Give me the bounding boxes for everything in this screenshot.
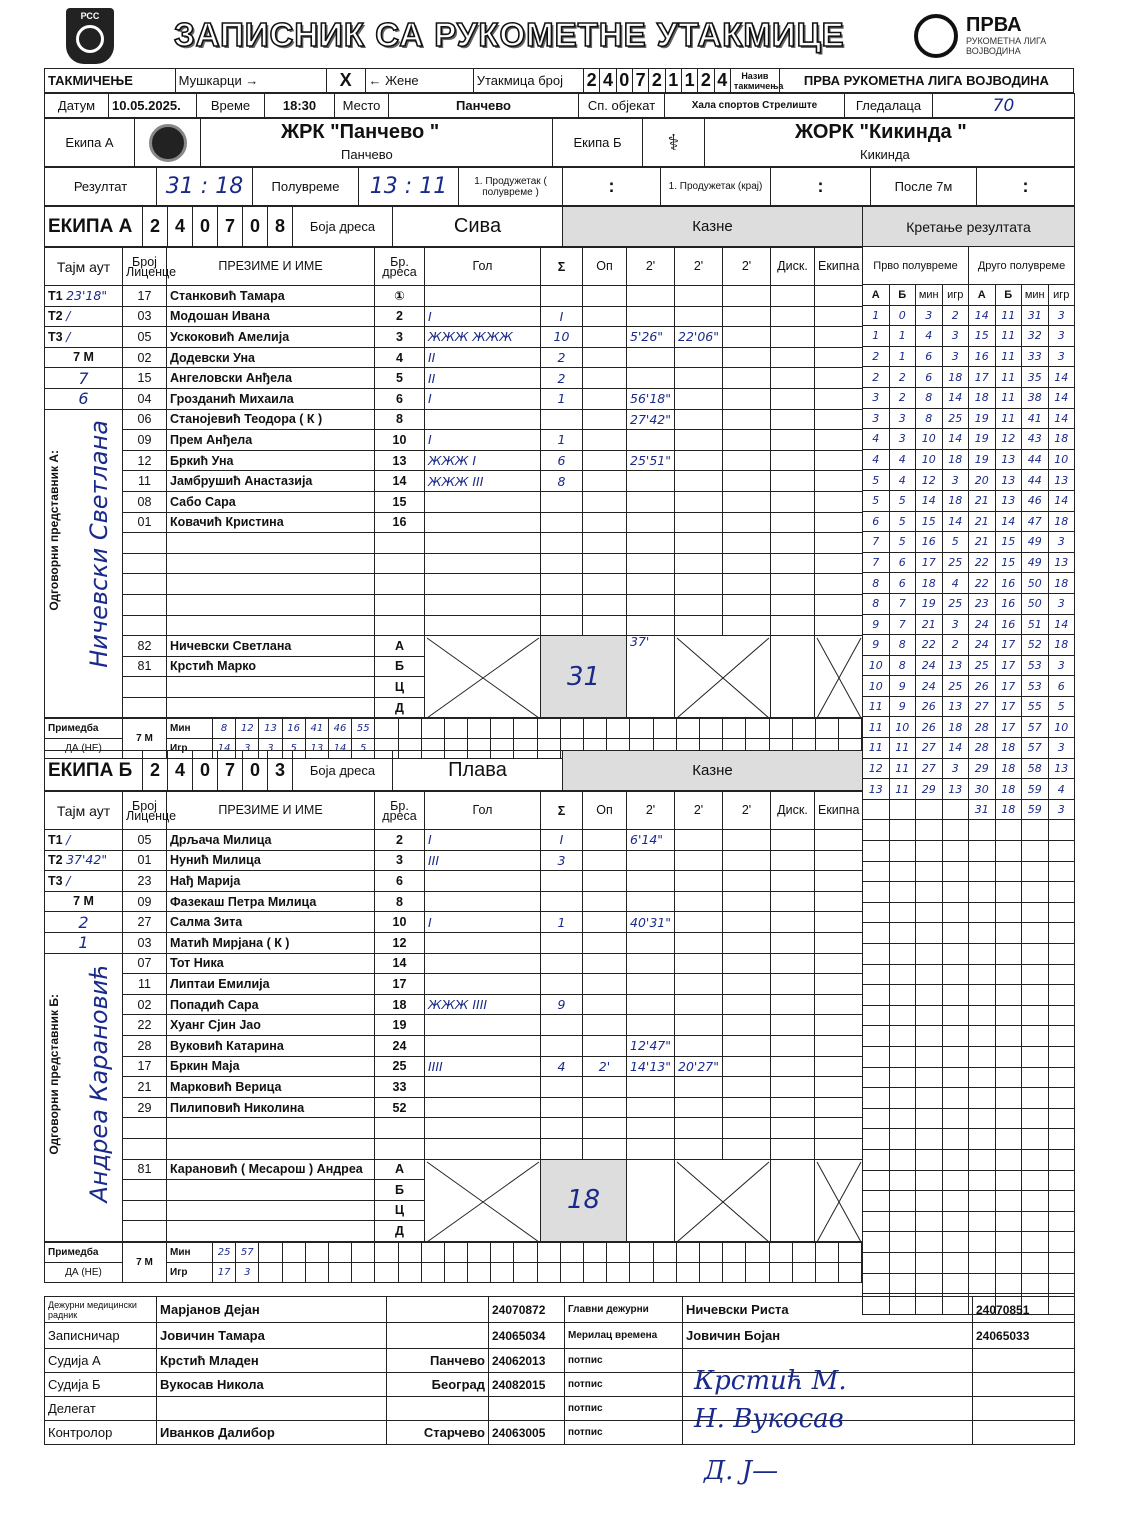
player-name	[167, 1138, 375, 1159]
team-a-license-digit: 4	[168, 207, 193, 247]
player-name: Липтаи Емилија	[167, 974, 375, 995]
match-number-label: Утакмица број	[473, 69, 583, 93]
table-row: 01 Ковачић Кристина 16	[45, 512, 863, 533]
men-label: Мушкарци →	[175, 69, 326, 93]
team-b-roster-table: Тајм аут Број Лиценце ПРЕЗИМЕ И ИМЕ Бр. дреса Гол Σ Оп 2' 2' 2' Диск. Екипна Т1 / 05 Дрљача Милица 2 I I 6'14" Т2 37'42" 01 Нунић Милица 3 III 3 Т3 / 23 Нађ Марија 6 7 М 09 Фазекаш Петра Милица 8 2 27 Салма Зита 10 I 1 40'31" 1 03 Матић Мирјана ( К ) 12 Одговорни представник Б: Андреа Карановић 07 Тот Ника 14 11 Липтаи Емилија 17 02 Попадић Сара 18 ЖЖЖ IIII 9 22 Хуанг Сјин Јао 19 28 Вуковић Катарина 24 12'47" 17 Бркин Маја 25 IIII 4 2' 14'13" 20'27" 21 Марковић Верица 33 29 Пилиповић Николина 52 81 Карановић ( Месарош ) Андреа А 18 Б Ц Д	[44, 791, 863, 1242]
player-name: Хуанг Сјин Јао	[167, 1015, 375, 1036]
progress-row: 9 7 21 3 24 16 51 14	[863, 614, 1075, 635]
progress-row	[863, 1170, 1075, 1191]
team-a-license-digit: 0	[243, 207, 268, 247]
progress-row: 11 9 26 13 27 17 55 5	[863, 696, 1075, 717]
team-a-timeout-1: Т1 23'18"	[45, 286, 123, 307]
player-name: Бркин Маја	[167, 1056, 375, 1077]
official-footer-row: Судија Б Вукосав Никола Београд 24082015 потпис	[45, 1373, 1075, 1397]
team-b-license-digit: 0	[193, 751, 218, 791]
competition-name: ПРВА РУКОМЕТНА ЛИГА ВОЈВОДИНА	[779, 69, 1073, 93]
official-name	[167, 677, 375, 698]
player-name: Салма Зита	[167, 912, 375, 933]
table-row	[45, 615, 863, 636]
progress-row	[863, 985, 1075, 1006]
match-date-table: Датум 10.05.2025. Време 18:30 Место Панчево Сп. објекат Хала спортов Стрелиште Гледалаца 70	[44, 93, 1075, 118]
progress-row	[863, 1088, 1075, 1109]
table-row: 1 03 Матић Мирјана ( К ) 12	[45, 932, 863, 953]
progress-row: 11 10 26 18 28 17 57 10	[863, 717, 1075, 738]
progress-row	[863, 1046, 1075, 1067]
progress-row	[863, 1129, 1075, 1150]
player-name: Станковић Тамара	[167, 286, 375, 307]
table-row: 28 Вуковић Катарина 24 12'47"	[45, 1035, 863, 1056]
progress-row	[863, 820, 1075, 841]
progress-row: 6 5 15 14 21 14 47 18	[863, 511, 1075, 532]
team-b-city: Кикинда	[860, 147, 910, 162]
progress-row	[863, 1273, 1075, 1294]
team-a-section	[44, 206, 862, 759]
team-a-timeout-3: Т3 /	[45, 327, 123, 348]
match-date: 10.05.2025.	[109, 94, 197, 118]
progress-row: 4 4 10 18 19 13 44 10	[863, 449, 1075, 470]
table-row: 7 15 Ангеловски Анђела 5 II 2	[45, 368, 863, 389]
team-a-roster-table: Тајм аут Број Лиценце ПРЕЗИМЕ И ИМЕ Бр. дреса Гол Σ Оп 2' 2' 2' Диск. Екипна Т1 23'18" 17 Станковић Тамара ① Т2 / 03 Модошан Ивана 2 I I Т3 / 05 Ускоковић Амелија 3 ЖЖЖ ЖЖЖ 10 5'26" 22'06" 7 М 02 Додевски Уна 4 II 2 7 15 Ангеловски Анђела 5 II 2 6 04 Грозданић Михаила 6 I 1 56'18" Одговорни представник А: Ничевски Светлана 06 Станојевић Теодора ( К ) 8 27'42" 09 Прем Анђела 10 I 1 12 Бркић Уна 13 ЖЖЖ I 6 25'51" 11 Јамбрушић Анастазија 14 ЖЖЖ III 8 08 Сабо Сара 15 01 Ковачић Кристина 16 82 Ничевски Светлана А 31 37' 81 Крстић Марко Б Ц Д	[44, 247, 863, 718]
official-name: Ничевски Светлана	[167, 636, 375, 657]
result-table: Резултат 31 : 18 Полувреме 13 : 11 1. Продужетак ( полувреме ) : 1. Продужетак (крај) : После 7м :	[44, 167, 1075, 206]
table-row: Т1 23'18" 17 Станковић Тамара ①	[45, 286, 863, 307]
official-footer-row: Судија А Крстић Младен Панчево 24062013 потпис	[45, 1349, 1075, 1373]
player-name: Грозданић Михаила	[167, 388, 375, 409]
progress-row: 10 9 24 25 26 17 53 6	[863, 676, 1075, 697]
competition-name-label: Назив такмичења	[730, 69, 779, 93]
progress-row: 10 8 24 13 25 17 53 3	[863, 655, 1075, 676]
team-a-timeout-2: Т2 /	[45, 306, 123, 327]
table-row: 29 Пилиповић Николина 52	[45, 1097, 863, 1118]
teams-table: Екипа А ЖРК "Панчево " Панчево Екипа Б ⚕ ЖОРК "Кикинда " Кикинда	[44, 118, 1075, 167]
officials-table	[44, 1296, 1075, 1445]
official-row: 82 Ничевски Светлана А 31 37'	[45, 636, 863, 657]
team-b-responsible-signature: Андреа Карановић	[85, 963, 113, 1203]
table-row: Т3 / 05 Ускоковић Амелија 3 ЖЖЖ ЖЖЖ 10 5'26" 22'06"	[45, 327, 863, 348]
official-row: 81 Карановић ( Месарош ) Андреа А 18	[45, 1159, 863, 1180]
progress-row: 1 0 3 2 14 11 31 3	[863, 305, 1075, 326]
final-result: 31 : 18	[157, 168, 253, 206]
progress-row: 2 2 6 18 17 11 35 14	[863, 367, 1075, 388]
player-name: Марковић Верица	[167, 1077, 375, 1098]
competition-label: ТАКМИЧЕЊЕ	[45, 69, 176, 93]
table-row: 09 Прем Анђела 10 I 1	[45, 430, 863, 451]
progress-row	[863, 1005, 1075, 1026]
official-row: Ц	[45, 1200, 863, 1221]
team-a-license-digit: 7	[218, 207, 243, 247]
team-b-license-digit: 7	[218, 751, 243, 791]
official-row: 81 Крстић Марко Б	[45, 656, 863, 677]
progress-row: 7 5 16 5 21 15 49 3	[863, 532, 1075, 553]
official-name: Крстић Марко	[167, 656, 375, 677]
team-a-logo	[149, 124, 187, 162]
progress-row	[863, 1232, 1075, 1253]
progress-row	[863, 902, 1075, 923]
team-b-license-digit: 3	[268, 751, 293, 791]
sheet-title: ЗАПИСНИК СА РУКОМЕТНЕ УТАКМИЦЕ	[174, 16, 845, 53]
match-info-table: ТАКМИЧЕЊЕ Мушкарци → X ← Жене Утакмица број 2 4 0 7 2 1 1 2 4 Назив такмичења ПРВА РУКОМЕТНА ЛИГА ВОЈВОДИНА	[44, 68, 1074, 93]
progress-row	[863, 1211, 1075, 1232]
team-a-shirt-color: Сива	[393, 207, 563, 247]
player-name	[167, 615, 375, 636]
progress-row: 5 5 14 18 21 13 46 14	[863, 490, 1075, 511]
team-b-shirt-color: Плава	[393, 751, 563, 791]
table-row: Т3 / 23 Нађ Марија 6	[45, 871, 863, 892]
team-a-header-table: ЕКИПА А 2 4 0 7 0 8 Боја дреса Сива Казне	[44, 206, 863, 247]
player-name: Вуковић Катарина	[167, 1035, 375, 1056]
signature-referee-b: Н. Вукосав	[694, 1404, 844, 1434]
progress-row	[863, 923, 1075, 944]
league-ball-icon	[914, 14, 958, 58]
progress-row	[863, 964, 1075, 985]
match-venue: Хала спортов Стрелиште	[665, 94, 845, 118]
main-grid	[44, 206, 1074, 1296]
progress-row: 12 11 27 3 29 18 58 13	[863, 758, 1075, 779]
player-name	[167, 574, 375, 595]
table-row: 7 М 02 Додевски Уна 4 II 2	[45, 347, 863, 368]
player-name: Матић Мирјана ( К )	[167, 932, 375, 953]
team-b-section	[44, 750, 862, 1283]
table-row: 6 04 Грозданић Михаила 6 I 1 56'18"	[45, 388, 863, 409]
team-b-responsible-label: Одговорни представник Б:	[47, 993, 61, 1155]
official-row: Б	[45, 1180, 863, 1201]
team-b-timeout-2: Т2 37'42"	[45, 850, 123, 871]
match-place: Панчево	[389, 94, 579, 118]
official-name	[167, 697, 375, 718]
player-name: Ускоковић Амелија	[167, 327, 375, 348]
player-name: Станојевић Теодора ( К )	[167, 409, 375, 430]
team-a-license-digit: 8	[268, 207, 293, 247]
category-mark: X	[326, 69, 365, 93]
team-a-note-table: Примедба 7 М Мин 8 12 13 16 41 46 55 ДА (НЕ) Игр 14 3 3 5 13 14 5	[44, 718, 862, 759]
handball-icon	[76, 25, 104, 53]
player-name: Додевски Уна	[167, 347, 375, 368]
team-a-license-digit: 2	[143, 207, 168, 247]
sheet-header	[44, 6, 1074, 68]
team-b-name: ЖОРК "Кикинда "	[795, 121, 967, 143]
progress-row: 8 6 18 4 22 16 50 18	[863, 573, 1075, 594]
team-a-responsible-signature: Ничевски Светлана	[85, 419, 113, 668]
table-row: Одговорни представник Б: Андреа Карановић 07 Тот Ника 14	[45, 953, 863, 974]
progress-row	[863, 882, 1075, 903]
official-footer-row: Дежурни медицински радник Марјанов Дејан 24070872 Главни дежурни Ничевски Риста 24070851	[45, 1297, 1075, 1323]
table-row: 7 М 09 Фазекаш Петра Милица 8	[45, 891, 863, 912]
official-name	[167, 1200, 375, 1221]
team-b-note-table: Примедба 7 М Мин 25 57 ДА (НЕ) Игр 17 3	[44, 1242, 862, 1283]
player-name: Ковачић Кристина	[167, 512, 375, 533]
table-row	[45, 1118, 863, 1139]
progress-row: 8 7 19 25 23 16 50 3	[863, 593, 1075, 614]
official-footer-row: Делегат потпис	[45, 1397, 1075, 1421]
team-b-timeout-1: Т1 /	[45, 830, 123, 851]
progress-row: 4 3 10 14 19 12 43 18	[863, 429, 1075, 450]
progress-row: 13 11 29 13 30 18 59 4	[863, 779, 1075, 800]
official-row: Д	[45, 697, 863, 718]
table-row: 2 27 Салма Зита 10 I 1 40'31"	[45, 912, 863, 933]
match-time: 18:30	[265, 94, 335, 118]
table-row	[45, 574, 863, 595]
team-a-city: Панчево	[341, 147, 393, 162]
table-row: 12 Бркић Уна 13 ЖЖЖ I 6 25'51"	[45, 450, 863, 471]
table-row	[45, 1138, 863, 1159]
table-row: 21 Марковић Верица 33	[45, 1077, 863, 1098]
progress-row: 31 18 59 3	[863, 799, 1075, 820]
league-logo: ПРВА РУКОМЕТНА ЛИГА ВОЈВОДИНА	[914, 12, 1069, 62]
official-footer-row: Контролор Иванков Далибор Старчево 24063005 потпис	[45, 1421, 1075, 1445]
table-row: 17 Бркин Маја 25 IIII 4 2' 14'13" 20'27"	[45, 1056, 863, 1077]
player-name: Тот Ника	[167, 953, 375, 974]
player-name: Јамбрушић Анастазија	[167, 471, 375, 492]
halftime-result: 13 : 11	[359, 168, 459, 206]
player-name: Сабо Сара	[167, 491, 375, 512]
progress-row	[863, 841, 1075, 862]
table-row: 02 Попадић Сара 18 ЖЖЖ IIII 9	[45, 994, 863, 1015]
progress-row	[863, 1026, 1075, 1047]
team-b-heading: ЕКИПА Б	[45, 751, 143, 791]
progress-row: 1 1 4 3 15 11 32 3	[863, 326, 1075, 347]
official-row: Д	[45, 1221, 863, 1242]
official-footer-row: Записничар Јовичин Тамара 24065034 Мерилац времена Јовичин Бојан 24065033	[45, 1323, 1075, 1349]
table-row	[45, 533, 863, 554]
player-name: Нађ Марија	[167, 871, 375, 892]
team-a-heading: ЕКИПА А	[45, 207, 143, 247]
table-row: 11 Липтаи Емилија 17	[45, 974, 863, 995]
player-name	[167, 594, 375, 615]
women-label: ← Жене	[365, 69, 473, 93]
progress-row: 3 2 8 14 18 11 38 14	[863, 387, 1075, 408]
score-progress-section	[862, 206, 1074, 1315]
team-b-logo: ⚕	[643, 119, 705, 167]
signature-controller: Д. Ј—	[704, 1456, 779, 1486]
table-row: Одговорни представник А: Ничевски Светлана 06 Станојевић Теодора ( К ) 8 27'42"	[45, 409, 863, 430]
player-name: Ангеловски Анђела	[167, 368, 375, 389]
table-row: 22 Хуанг Сјин Јао 19	[45, 1015, 863, 1036]
table-row: Т2 / 03 Модошан Ивана 2 I I	[45, 306, 863, 327]
team-a-responsible-label: Одговорни представник А:	[47, 449, 61, 611]
team-b-license-digit: 2	[143, 751, 168, 791]
progress-row	[863, 1067, 1075, 1088]
spectators-count: 70	[933, 94, 1075, 118]
signature-referee-a: Крстић М.	[694, 1366, 847, 1396]
official-name	[167, 1180, 375, 1201]
team-b-timeout-3: Т3 /	[45, 871, 123, 892]
official-name: Карановић ( Месарош ) Андреа	[167, 1159, 375, 1180]
progress-row	[863, 1108, 1075, 1129]
team-a-total-goals: 31	[541, 636, 627, 718]
team-b-header-table: ЕКИПА Б 2 4 0 7 0 3 Боја дреса Плава Казне	[44, 750, 863, 791]
team-b-license-digit: 0	[243, 751, 268, 791]
progress-row: 7 6 17 25 22 15 49 13	[863, 552, 1075, 573]
player-name	[167, 1118, 375, 1139]
score-progress-table: Кретање резултата Прво полувреме Друго полувреме А Б мин игр А Б мин игр 1 0 3 2 14 11 31 3 1 1 4 3 15 11 32 3 2 1 6 3 16 11 33 3 2 2 6 18 17 11 35 14 3 2 8 14 18 11 38 14 3 3 8 25 19 11 41 14 4 3 10 14 19 12 43 18 4 4 10 18 19 13 44 10 5 4 12 3 20 13 44 13 5 5 14 18 21 13 46 14 6 5 15 14 21 14 47 18 7 5 16 5 21 15 49 3 7 6 17 25 22 15 49 13 8 6 18 4 22 16 50 18 8 7 19 25 23 16 50 3 9 7 21 3 24 16 51 14 9 8 22 2 24 17 52 18 10 8 24 13 25 17 53 3 10 9 24 25 26 17 53 6 11 9 26 13 27 17 55 5 11 10 26 18 28 17 57 10 11 11 27 14 28 18 57 3 12 11 27 3 29 18 58 13 13 11 29 13 30 18 59 4 31 18 59 3	[862, 206, 1075, 1315]
score-sheet	[44, 6, 1074, 1516]
progress-row	[863, 861, 1075, 882]
table-row: 11 Јамбрушић Анастазија 14 ЖЖЖ III 8	[45, 471, 863, 492]
player-name: Пилиповић Николина	[167, 1097, 375, 1118]
progress-row: 2 1 6 3 16 11 33 3	[863, 346, 1075, 367]
player-name: Модошан Ивана	[167, 306, 375, 327]
progress-row	[863, 1252, 1075, 1273]
official-name	[167, 1221, 375, 1242]
player-name: Нунић Милица	[167, 850, 375, 871]
team-b-total-goals: 18	[541, 1159, 627, 1241]
player-name	[167, 553, 375, 574]
progress-row: 9 8 22 2 24 17 52 18	[863, 635, 1075, 656]
team-a-license-digit: 0	[193, 207, 218, 247]
progress-row	[863, 944, 1075, 965]
progress-row	[863, 1149, 1075, 1170]
progress-row: 11 11 27 14 28 18 57 3	[863, 738, 1075, 759]
player-name: Попадић Сара	[167, 994, 375, 1015]
player-name	[167, 533, 375, 554]
table-row	[45, 594, 863, 615]
player-name: Фазекаш Петра Милица	[167, 891, 375, 912]
team-b-license-digit: 4	[168, 751, 193, 791]
table-row: Т2 37'42" 01 Нунић Милица 3 III 3	[45, 850, 863, 871]
table-row: Т1 / 05 Дрљача Милица 2 I I 6'14"	[45, 830, 863, 851]
team-a-name: ЖРК "Панчево "	[281, 121, 440, 143]
player-name: Бркић Уна	[167, 450, 375, 471]
table-row	[45, 553, 863, 574]
official-row: Ц	[45, 677, 863, 698]
progress-row: 5 4 12 3 20 13 44 13	[863, 470, 1075, 491]
table-row: 08 Сабо Сара 15	[45, 491, 863, 512]
player-name: Прем Анђела	[167, 430, 375, 451]
progress-row: 3 3 8 25 19 11 41 14	[863, 408, 1075, 429]
player-name: Дрљача Милица	[167, 830, 375, 851]
rss-logo: РСС	[66, 8, 114, 64]
progress-row	[863, 1191, 1075, 1212]
